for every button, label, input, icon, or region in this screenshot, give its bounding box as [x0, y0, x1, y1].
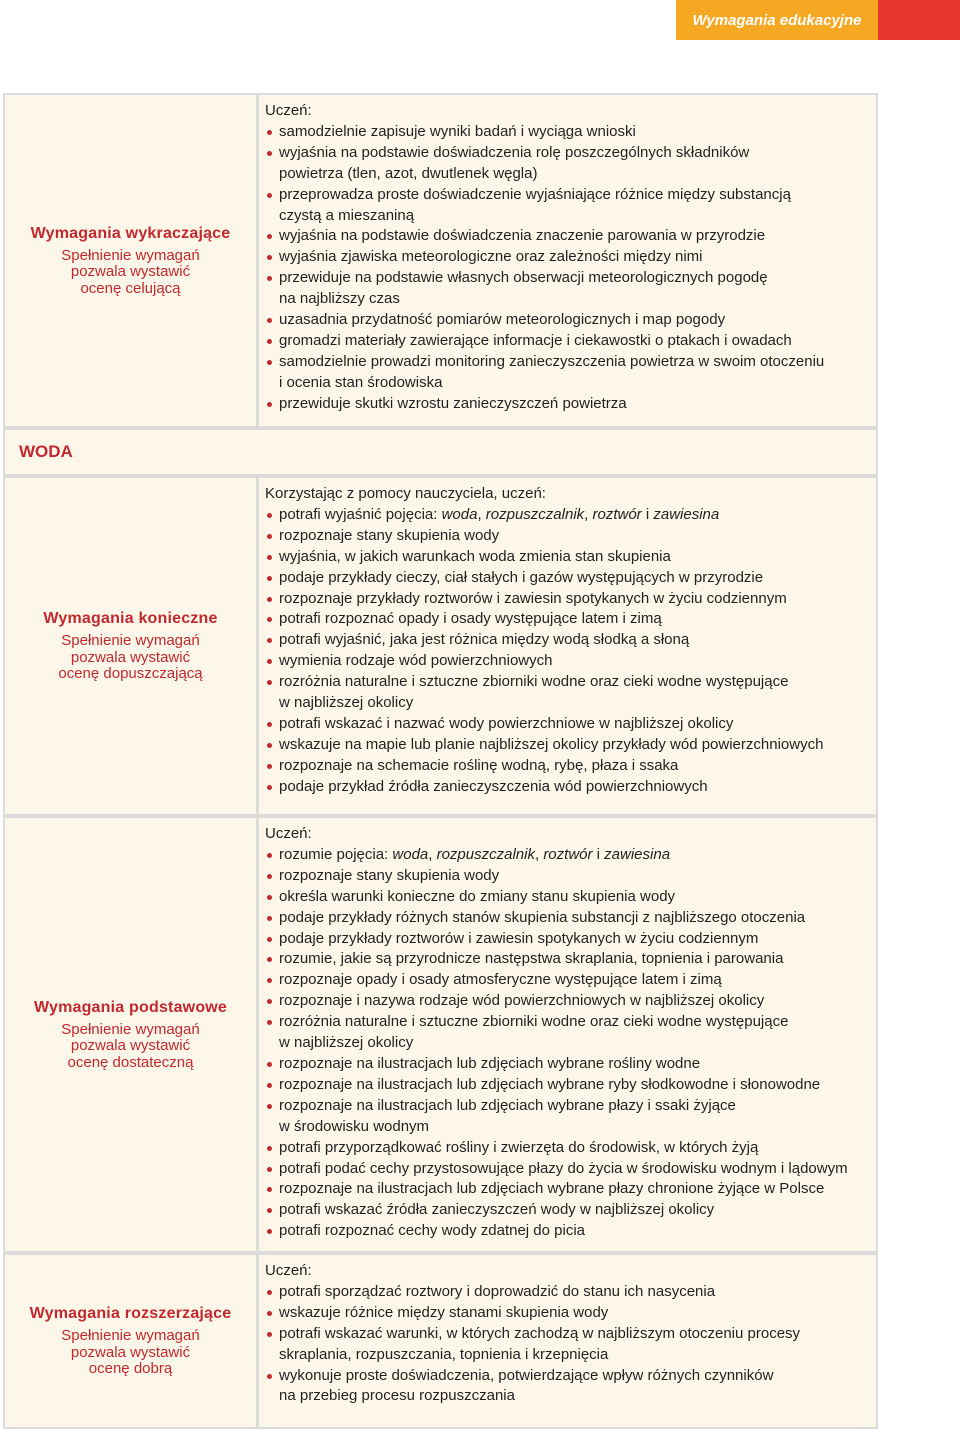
level-cell	[3, 93, 258, 428]
list-item-line: rozpoznaje stany skupienia wody	[279, 866, 500, 884]
list-item-line: potrafi wskazać i nazwać wody powierzchniowe w najbliższej okolicy	[279, 714, 734, 732]
list-item-line: wskazuje różnice między stanami skupienia wody	[279, 1303, 609, 1321]
list-item-line: potrafi sporządzać roztwory i doprowadzić do stanu ich nasycenia	[279, 1282, 716, 1300]
list-item-line: wyjaśnia na podstawie doświadczenia rolę poszczególnych składników	[279, 143, 750, 161]
header-tab	[676, 0, 878, 40]
list-item	[265, 714, 868, 735]
level-grade-note	[61, 1328, 199, 1378]
list-item-line: podaje przykłady roztworów i zawiesin spotykanych w życiu codziennym	[279, 929, 759, 947]
list-item	[265, 1324, 868, 1366]
grade-note-line: pozwala wystawić	[70, 263, 191, 281]
level-title: Wymagania podstawowe	[33, 998, 228, 1016]
list-item-line: rozpoznaje opady i osady atmosferyczne występujące latem i zimą	[279, 971, 722, 989]
list-item	[265, 1138, 868, 1159]
requirements-cell	[257, 816, 878, 1253]
list-item	[265, 1221, 868, 1242]
list-item	[265, 777, 868, 798]
grade-note-line: Spełnienie wymagań	[61, 1327, 200, 1345]
list-item	[265, 122, 868, 143]
list-item	[265, 143, 868, 185]
list-item-line: uzasadnia przydatność pomiarów meteorologicznych i map pogody	[279, 311, 726, 329]
level-title: Wymagania wykraczające	[30, 224, 231, 242]
list-item-line: wyjaśnia, w jakich warunkach woda zmienia stan skupienia	[279, 547, 671, 565]
grade-note-line: Spełnienie wymagań	[61, 246, 200, 264]
intro-text: Uczeń:	[265, 825, 312, 842]
grade-note-line: ocenę celującą	[80, 279, 181, 297]
grade-note-line: Spełnienie wymagań	[61, 1020, 200, 1038]
list-item	[265, 247, 868, 268]
list-item-line: samodzielnie prowadzi monitoring zanieczyszczenia powietrza w swoim otoczeniu	[279, 352, 825, 370]
term: woda	[392, 845, 429, 863]
list-item	[265, 756, 868, 777]
requirements-list	[265, 845, 868, 866]
grade-note-line: ocenę dostateczną	[67, 1053, 194, 1071]
list-item	[265, 1075, 868, 1096]
list-item-line: potrafi przyporządkować rośliny i zwierzęta do środowisk, w których żyją	[279, 1138, 759, 1156]
list-item	[265, 651, 868, 672]
section-heading-water	[3, 428, 878, 476]
term: woda	[441, 505, 478, 523]
list-item	[265, 609, 868, 630]
row-rozszerzajace	[3, 1253, 878, 1429]
list-item	[265, 568, 868, 589]
list-item	[265, 1096, 868, 1138]
level-cell	[3, 816, 258, 1253]
term: zawiesina	[653, 505, 720, 523]
list-item	[265, 310, 868, 331]
grade-note-line: pozwala wystawić	[70, 1343, 191, 1361]
list-item-line: gromadzi materiały zawierające informacje i ciekawostki o ptakach i owadach	[279, 331, 792, 349]
level-grade-note	[58, 633, 202, 683]
list-item-line: w środowisku wodnym	[279, 1117, 430, 1135]
list-item-line: potrafi rozpoznać opady i osady występujące latem i zimą	[279, 610, 662, 628]
list-item	[265, 589, 868, 610]
term: roztwór	[592, 505, 642, 523]
level-grade-note	[61, 1022, 199, 1072]
list-item-line: potrafi podać cechy przystosowujące płazy do życia w środowisku wodnym i lądowym	[279, 1159, 848, 1177]
term: rozpuszczalnik	[436, 845, 535, 863]
intro-text: Uczeń:	[265, 102, 312, 119]
list-item	[265, 970, 868, 991]
list-item-line: w najbliższej okolicy	[279, 1034, 414, 1052]
list-item	[265, 1303, 868, 1324]
list-item	[265, 1200, 868, 1221]
list-item-line: wskazuje na mapie lub planie najbliższej okolicy przykłady wód powierzchniowych	[279, 735, 824, 753]
list-item-line: rozróżnia naturalne i sztuczne zbiorniki wodne oraz cieki wodne występujące	[279, 673, 789, 691]
list-item	[265, 1366, 868, 1408]
list-item	[265, 526, 868, 547]
grade-note-line: Spełnienie wymagań	[61, 632, 200, 650]
list-item-line: czystą a mieszaniną	[279, 206, 415, 224]
requirements-list	[265, 526, 868, 798]
term: roztwór	[543, 845, 593, 863]
list-item-line: i ocenia stan środowiska	[279, 373, 443, 391]
grade-note-line: pozwala wystawić	[70, 648, 191, 666]
list-item	[265, 672, 868, 714]
list-item: potrafi wyjaśnić pojęcia: woda, rozpuszczalnik, roztwór i zawiesina	[265, 505, 868, 526]
requirements-cell	[257, 1253, 878, 1429]
list-item	[265, 185, 868, 227]
level-cell	[3, 1253, 258, 1429]
list-item	[265, 1179, 868, 1200]
list-item-line: w najbliższej okolicy	[279, 694, 414, 712]
list-item-line: wyjaśnia zjawiska meteorologiczne oraz zależności między nimi	[279, 248, 703, 266]
list-item-line: wykonuje proste doświadczenia, potwierdzające wpływ różnych czynników	[279, 1366, 774, 1384]
list-item	[265, 735, 868, 756]
list-item	[265, 1054, 868, 1075]
section-title: WODA	[19, 442, 73, 461]
list-item-line: podaje przykłady cieczy, ciał stałych i gazów występujących w przyrodzie	[279, 568, 764, 586]
list-item	[265, 908, 868, 929]
list-item	[265, 1012, 868, 1054]
term: zawiesina	[604, 845, 671, 863]
list-item-line: rozpoznaje na ilustracjach lub zdjęciach wybrane rośliny wodne	[279, 1054, 701, 1072]
list-item	[265, 394, 868, 415]
list-item-line: przewiduje na podstawie własnych obserwacji meteorologicznych pogodę	[279, 269, 768, 287]
list-item	[265, 547, 868, 568]
list-item-line: rozpoznaje na ilustracjach lub zdjęciach wybrane płazy chronione żyjące w Polsce	[279, 1180, 825, 1198]
list-item-line: wymienia rodzaje wód powierzchniowych	[279, 652, 553, 670]
list-item	[265, 949, 868, 970]
list-item	[265, 352, 868, 394]
level-grade-note	[61, 248, 199, 298]
list-item	[265, 887, 868, 908]
grade-note-line: ocenę dopuszczającą	[58, 665, 203, 683]
list-item-line: rozpoznaje i nazywa rodzaje wód powierzchniowych w najbliższej okolicy	[279, 992, 765, 1010]
list-item	[265, 268, 868, 310]
list-item	[265, 1282, 868, 1303]
requirements-list	[265, 505, 868, 526]
list-item-line: rozumie, jakie są przyrodnicze następstwa skraplania, topnienia i parowania	[279, 950, 784, 968]
list-item-line: rozpoznaje na schemacie roślinę wodną, rybę, płaza i ssaka	[279, 756, 679, 774]
list-item: rozumie pojęcia: woda, rozpuszczalnik, roztwór i zawiesina	[265, 845, 868, 866]
requirements-list	[265, 122, 868, 415]
intro-text: Korzystając z pomocy nauczyciela, uczeń:	[265, 485, 546, 502]
intro-text: Uczeń:	[265, 1262, 312, 1279]
grade-note-line: pozwala wystawić	[70, 1037, 191, 1055]
list-item	[265, 929, 868, 950]
list-item-line: potrafi wyjaśnić, jaka jest różnica między wodą słodką a słoną	[279, 631, 690, 649]
list-item	[265, 1159, 868, 1180]
level-cell	[3, 476, 258, 816]
list-item-line: na najbliższy czas	[279, 290, 400, 308]
term: rozpuszczalnik	[485, 505, 585, 523]
list-item	[265, 331, 868, 352]
list-item-line: potrafi wskazać źródła zanieczyszczeń wody w najbliższej okolicy	[279, 1201, 715, 1219]
list-item-line: rozpoznaje przykłady roztworów i zawiesin spotykanych w życiu codziennym	[279, 589, 787, 607]
list-item	[265, 866, 868, 887]
requirements-list	[265, 1282, 868, 1407]
list-item-line: potrafi rozpoznać cechy wody zdatnej do picia	[279, 1222, 586, 1240]
list-item-line: rozpoznaje stany skupienia wody	[279, 526, 500, 544]
list-item-line: samodzielnie zapisuje wyniki badań i wyciąga wnioski	[279, 122, 636, 140]
list-item	[265, 991, 868, 1012]
list-item-line: przewiduje skutki wzrostu zanieczyszczeń powietrza	[279, 394, 627, 412]
list-item-line: skraplania, rozpuszczania, topnienia i krzepnięcia	[279, 1345, 609, 1363]
requirements-cell	[257, 476, 878, 816]
grade-note-line: ocenę dobrą	[88, 1360, 173, 1378]
level-title: Wymagania rozszerzające	[29, 1305, 232, 1323]
row-podstawowe	[3, 816, 878, 1253]
list-item	[265, 630, 868, 651]
row-wykraczajace	[3, 93, 878, 428]
list-item-line: podaje przykład źródła zanieczyszczenia wód powierzchniowych	[279, 777, 708, 795]
list-item-line: podaje przykłady różnych stanów skupienia substancji z najbliższego otoczenia	[279, 908, 806, 926]
list-item-line: przeprowadza proste doświadczenie wyjaśniające różnice między substancją	[279, 185, 791, 203]
list-item-line: rozpoznaje na ilustracjach lub zdjęciach wybrane płazy i ssaki żyjące	[279, 1096, 736, 1114]
list-item-line: rozpoznaje na ilustracjach lub zdjęciach wybrane ryby słodkowodne i słonowodne	[279, 1075, 821, 1093]
list-item	[265, 226, 868, 247]
header-accent	[878, 0, 960, 40]
row-konieczne	[3, 476, 878, 816]
list-item-line: wyjaśnia na podstawie doświadczenia znaczenie parowania w przyrodzie	[279, 227, 766, 245]
requirements-list	[265, 866, 868, 1242]
list-item-line: potrafi wskazać warunki, w których zachodzą w najbliższym otoczeniu procesy	[279, 1324, 801, 1342]
list-item-line: rozróżnia naturalne i sztuczne zbiorniki wodne oraz cieki wodne występujące	[279, 1013, 789, 1031]
requirements-cell	[257, 93, 878, 428]
header-title: Wymagania edukacyjne	[692, 11, 862, 29]
level-title: Wymagania konieczne	[43, 610, 218, 628]
list-item-line: powietrza (tlen, azot, dwutlenek węgla)	[279, 164, 538, 182]
list-item-line: na przebieg procesu rozpuszczania	[279, 1387, 515, 1405]
list-item-line: określa warunki konieczne do zmiany stanu skupienia wody	[279, 887, 676, 905]
